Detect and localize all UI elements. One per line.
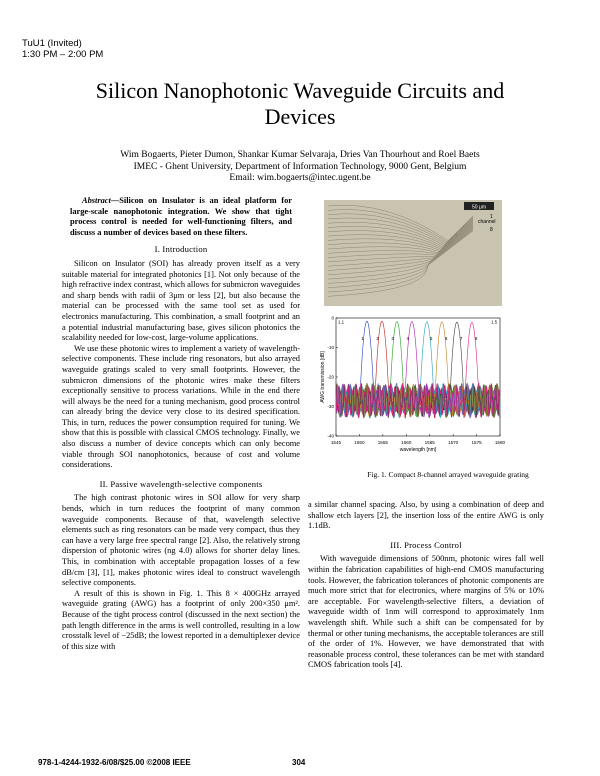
author-block bbox=[60, 150, 540, 185]
peak-label: 8 bbox=[474, 336, 478, 342]
left-column bbox=[62, 196, 300, 652]
peak-label: 7 bbox=[459, 336, 463, 342]
email: Email: wim.bogaerts@intec.ugent.be bbox=[229, 173, 371, 183]
transmission-plot bbox=[320, 316, 506, 453]
intro-paragraph-1: Silicon on Insulator (SOI) has already proven itself as a very suitable material for integrated photonics [1]. Not only because of the high refractive index contrast, which allows for submicron waveguides and sharp bends with radii of 3μm or less [2], but also because the material can be processed with the same tool set as used for electronics manufacturing. This combination, a small footprint and an a potential industrial manufacturing base, gives silicon photonics the scalability needed for low-cost, large-volume applications. bbox=[62, 258, 300, 343]
x-tick-label: 1575 bbox=[471, 440, 482, 445]
y-tick-label: 0 bbox=[331, 315, 334, 321]
abstract: Abstract—Silicon on Insulator is an ideal platform for large-scale nanophotonic integration. We show that tight process control is needed for well-functioning filters, and discuss a number of devices based on these filters. bbox=[70, 196, 292, 237]
channel-label: channel bbox=[478, 219, 496, 225]
paper-title: Silicon Nanophotonic Waveguide Circuits and Devices bbox=[95, 78, 505, 129]
section-heading-process: III. Process Control bbox=[390, 539, 462, 550]
page-number: 304 bbox=[292, 758, 306, 767]
session-label: TuU1 (Invited) bbox=[22, 38, 82, 49]
footer-copyright: 978-1-4244-1932-6/08/$25.00 ©2008 IEEE bbox=[38, 758, 191, 767]
peak-label: 4 bbox=[406, 336, 409, 342]
process-paragraph: With waveguide dimensions of 500nm, photonic wires fall well within the fabrication capabilities of high-end CMOS manufacturing tools. However, the fabrication tolerances of photonic components are much more strict that for electronics, where margins of 5% or 10% are acceptable. For wavelength-selective filters, a deviation of waveguide width of 1nm will correspond to approximately 1nm wavelength shift. While such a shift can be compensated for by thermal or other tuning mechanisms, the acceptable tolerances are still of the order of 1%. However, we have demonstrated that with reasonable process control, these tolerances can be met with standard CMOS fabrication tools [4]. bbox=[308, 554, 544, 670]
intro-paragraph-2: We use these photonic wires to implement a variety of wavelength-selective components. These include ring resonators, but also arrayed waveguide gratings scaled to very small footprints. However, the submicron dimensions of the photonic wires make these filters exceptionally sensitive to process variations. While in the end there will always be the need for a tuning mechanism, good process control can already bring the device very close to its desired specification. This, in turn, reduces the power consumption required for tuning. We show that this is possible with classical CMOS technology. Finally, we also discuss a number of device concepts which can only become viable through SOI nanophotonics, because of cost and volume considerations. bbox=[62, 343, 300, 470]
session-time: 1:30 PM – 2:00 PM bbox=[22, 49, 104, 60]
awg-micrograph bbox=[324, 200, 502, 306]
y-tick-label: -40 bbox=[327, 433, 334, 439]
channel-num-8: 8 bbox=[490, 227, 493, 233]
figure-awg bbox=[318, 196, 508, 464]
y-axis-label: AWG transmission [dB] bbox=[320, 351, 326, 403]
passive-paragraph-2: A result of this is shown in Fig. 1. This 8 × 400GHz arrayed waveguide grating (AWG) has a footprint of only 200×350 μm². Because of the tight process control (discussed in the next section) the path length difference in the arms is well controlled, resulting in a low crosstalk level of −25dB; the lowest reported in a demultiplexer device of this size with bbox=[62, 588, 300, 651]
x-tick-label: 1545 bbox=[330, 440, 342, 445]
x-axis-label: wavelength [nm] bbox=[399, 447, 437, 453]
affiliation: IMEC - Ghent University, Department of Information Technology, 9000 Gent, Belgium bbox=[133, 161, 467, 172]
peak-label: 3 bbox=[391, 336, 394, 342]
passive-paragraph-1: The high contrast photonic wires in SOI allow for very sharp bends, which in turn reduces the footprint of many common waveguide components. Because of that, wavelength selective elements such as ring resonators can be made very compact, thus they can have a very large free spectral range [2]. Also, the relatively strong dispersion of photonic wires (ng 4.0) allows for shorter delay lines. This, in combination with acceptable propagation losses of a few dB/cm [3], [1], makes photonic wires ideal to construct wavelength selective components. bbox=[62, 493, 300, 588]
y-tick-label: -30 bbox=[327, 404, 334, 410]
peak-label: 1 bbox=[361, 336, 364, 342]
y-tick-label: -10 bbox=[327, 345, 334, 351]
section-heading-passive: II. Passive wavelength-selective components bbox=[99, 478, 263, 489]
x-tick-label: 1550 bbox=[354, 440, 365, 445]
right-column bbox=[308, 500, 544, 671]
scale-bar-label: 50 μm bbox=[472, 204, 486, 211]
x-tick-label: 1555 bbox=[377, 440, 388, 445]
authors: Wim Bogaerts, Pieter Dumon, Shankar Kumar Selvaraja, Dries Van Thourhout and Roel Baets bbox=[120, 150, 480, 160]
peak-label: 6 bbox=[444, 336, 448, 342]
x-tick-label: 1565 bbox=[424, 440, 435, 445]
x-tick-label: 1570 bbox=[448, 440, 459, 445]
passive-paragraph-continued: a similar channel spacing. Also, by using a combination of deep and shallow etch layers [2], the insertion loss of the entire AWG is only 1.1dB. bbox=[308, 500, 544, 531]
section-heading-introduction: I. Introduction bbox=[154, 244, 208, 255]
marker-left-label: 1.1 bbox=[338, 319, 345, 325]
peak-label: 2 bbox=[376, 336, 379, 342]
channel-num-1: 1 bbox=[490, 214, 493, 220]
figure-caption: Fig. 1. Compact 8-channel arrayed waveguide grating bbox=[367, 470, 529, 479]
x-tick-label: 1560 bbox=[401, 440, 412, 445]
y-tick-label: -20 bbox=[327, 374, 334, 380]
marker-right-label: 1.5 bbox=[491, 319, 498, 325]
x-tick-label: 1580 bbox=[494, 440, 506, 445]
peak-label: 5 bbox=[429, 336, 433, 342]
